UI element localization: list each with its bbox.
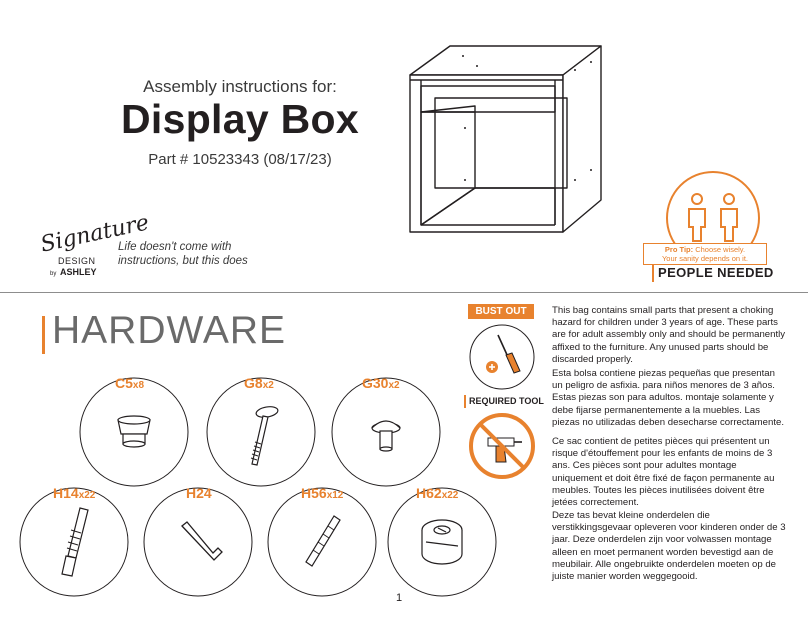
no-power-drill-icon	[468, 412, 536, 480]
part-g30-label	[362, 375, 400, 391]
page-number: 1	[396, 592, 403, 604]
bust-out-label: BUST OUT	[468, 304, 534, 319]
required-tool-label: REQUIRED TOOL	[469, 396, 544, 406]
part-id: G30	[362, 375, 389, 391]
display-box-illustration	[405, 40, 605, 240]
part-h14-icon	[18, 486, 130, 598]
part-qty: x2	[262, 380, 274, 391]
accent-bar	[42, 316, 45, 354]
part-h62-icon	[386, 486, 498, 598]
accent-bar	[464, 395, 466, 408]
part-h62-label	[416, 485, 458, 501]
part-c5-label	[115, 375, 144, 391]
pro-tip-line-2: Your sanity depends on it.	[661, 254, 749, 263]
part-g8-label	[244, 375, 274, 391]
svg-text:ASHLEY: ASHLEY	[60, 267, 97, 277]
signature-design-logo	[38, 210, 152, 282]
part-h24-label	[186, 485, 212, 501]
part-qty: x22	[78, 490, 96, 501]
people-needed-label: PEOPLE NEEDED	[658, 265, 774, 280]
subtitle: Assembly instructions for:	[143, 77, 337, 96]
hardware-heading: HARDWARE	[52, 309, 287, 352]
pro-tip-label: Pro Tip:	[664, 245, 694, 254]
part-id: G8	[244, 375, 263, 391]
warning-french: Ce sac contient de petites pièces qui présentent un risque d'étouffement pour les enfants de moins de 3 ans. Ces pièces sont pour adultes montage uniquement et doit être fixé de façon permanente au meubles. Toutes les pièces inutilisées doivent être jetées correctement.	[552, 436, 775, 509]
page-title: Display Box	[121, 96, 359, 142]
tagline-line-1: Life doesn't come with	[118, 241, 232, 253]
warning-dutch: Deze tas bevat kleine onderdelen die verstikkingsgevaar opleveren voor kinderen onder de 3 jaar. Deze onderdelen zijn voor volwassen montage alleen en moet permanent worden bevestigd aan de meubilair. Alle ongebruikte onderdelen moeten op de juiste manier worden weggegooid.	[552, 510, 786, 583]
part-id: C5	[115, 375, 133, 391]
part-id: H62	[416, 485, 442, 501]
pro-tip-line-1: Choose wisely.	[695, 245, 746, 254]
part-id: H56	[301, 485, 327, 501]
tagline-line-2: instructions, but this does	[118, 255, 248, 267]
part-h14-label	[53, 485, 95, 501]
part-qty: x12	[326, 490, 344, 501]
part-c5-icon	[78, 376, 190, 488]
part-h56-icon	[266, 486, 378, 598]
warning-english: This bag contains small parts that present a choking hazard for children under 3 years of age. These parts are for adult assembly only and should be permanently affixed to the furniture. Any unused parts should be discarded properly.	[552, 305, 786, 365]
part-h56-label	[301, 485, 343, 501]
divider	[0, 292, 808, 293]
part-qty: x8	[132, 380, 145, 391]
pro-tip-box	[643, 243, 767, 265]
part-qty: x2	[388, 380, 400, 391]
part-id: H14	[53, 485, 79, 501]
part-h24-icon	[142, 486, 254, 598]
part-id: H24	[186, 485, 212, 501]
phillips-screwdriver-icon	[468, 323, 536, 391]
warning-spanish: Esta bolsa contiene piezas pequeñas que presentan un peligro de asfixia. para niños menores de 3 años. Estas piezas son para adultos. montaje solamente y debe fijarse permanentemente a la muebles. Las piezas no utilizadas deben desecharse correctamente.	[552, 368, 784, 428]
part-g8-icon	[205, 376, 317, 488]
part-number: Part # 10523343 (08/17/23)	[148, 151, 332, 168]
svg-text:by: by	[50, 271, 57, 277]
svg-text:Signature: Signature	[38, 210, 152, 258]
svg-text:DESIGN: DESIGN	[58, 256, 96, 266]
part-g30-icon	[330, 376, 442, 488]
part-qty: x22	[441, 490, 459, 501]
